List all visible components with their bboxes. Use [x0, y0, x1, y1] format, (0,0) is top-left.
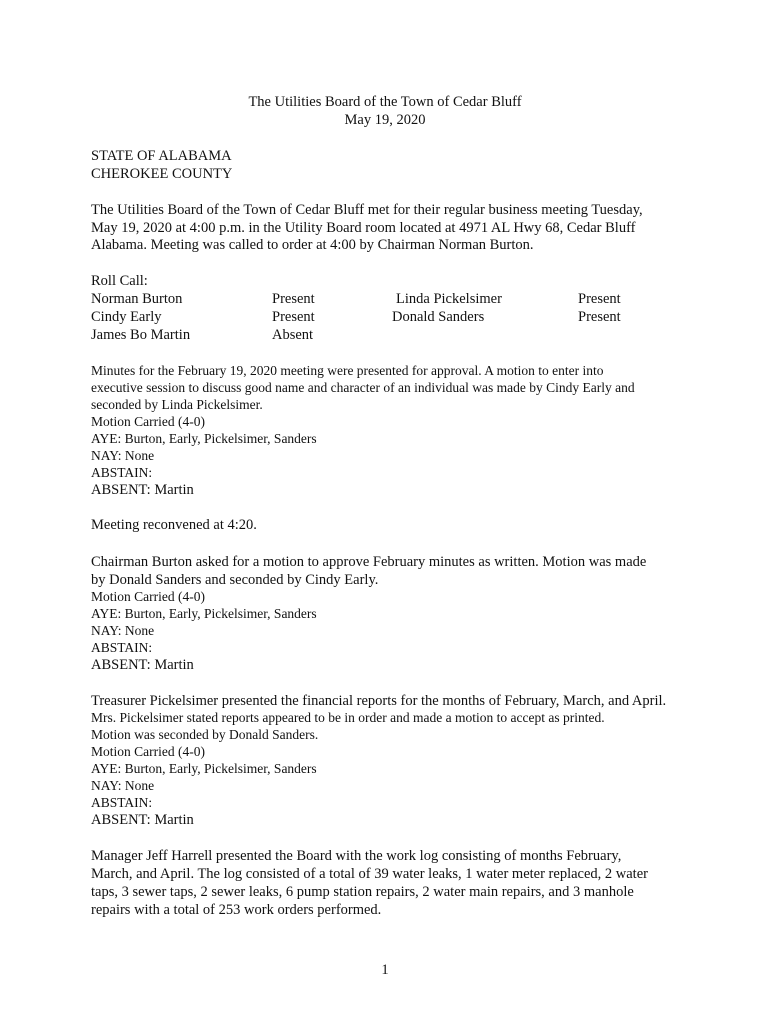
minutes-line: March, and April. The log consisted of a total of 39 water leaks, 1 water meter replaced, 2 water — [91, 866, 648, 882]
minutes-line: taps, 3 sewer taps, 2 sewer leaks, 6 pump station repairs, 2 water main repairs, and 3 manhole — [91, 884, 634, 900]
vote-aye: AYE: Burton, Early, Pickelsimer, Sanders — [91, 431, 317, 446]
roll-call-status: Present — [272, 291, 315, 307]
intro-line: The Utilities Board of the Town of Cedar Bluff met for their regular business meeting Tuesday, — [91, 202, 643, 218]
roll-call-name: Norman Burton — [91, 291, 183, 307]
roll-call-name: Cindy Early — [91, 309, 162, 325]
vote-absent: ABSENT: Martin — [91, 482, 194, 498]
vote-absent: ABSENT: Martin — [91, 657, 194, 673]
minutes-line: Chairman Burton asked for a motion to approve February minutes as written. Motion was made — [91, 554, 647, 570]
roll-call-name: Donald Sanders — [392, 309, 485, 325]
minutes-line: seconded by Linda Pickelsimer. — [91, 397, 263, 412]
minutes-line: Manager Jeff Harrell presented the Board with the work log consisting of months February, — [91, 848, 622, 864]
roll-call-name: James Bo Martin — [91, 327, 191, 343]
minutes-line: Motion was seconded by Donald Sanders. — [91, 727, 319, 742]
minutes-line: executive session to discuss good name and character of an individual was made by Cindy Early and — [91, 380, 635, 395]
roll-call-status: Absent — [272, 327, 314, 343]
document-date: May 19, 2020 — [344, 112, 426, 128]
minutes-line: repairs with a total of 253 work orders performed. — [91, 902, 382, 918]
roll-call-status: Present — [578, 291, 621, 307]
intro-line: May 19, 2020 at 4:00 p.m. in the Utility Board room located at 4971 AL Hwy 68, Cedar Bluff — [91, 220, 636, 236]
reconvened-line: Meeting reconvened at 4:20. — [91, 517, 257, 533]
roll-call-name: Linda Pickelsimer — [396, 291, 502, 307]
minutes-line: Treasurer Pickelsimer presented the financial reports for the months of February, March, and April. — [91, 693, 667, 709]
vote-aye: AYE: Burton, Early, Pickelsimer, Sanders — [91, 761, 317, 776]
vote-abstain: ABSTAIN: — [91, 465, 153, 480]
vote-nay: NAY: None — [91, 448, 155, 463]
county-line: CHEROKEE COUNTY — [91, 166, 233, 182]
motion-result: Motion Carried (4-0) — [91, 744, 205, 759]
motion-result: Motion Carried (4-0) — [91, 589, 205, 604]
vote-abstain: ABSTAIN: — [91, 795, 153, 810]
page-number: 1 — [381, 962, 389, 978]
vote-absent: ABSENT: Martin — [91, 812, 194, 828]
minutes-line: Minutes for the February 19, 2020 meeting were presented for approval. A motion to enter into — [91, 363, 604, 378]
vote-abstain: ABSTAIN: — [91, 640, 153, 655]
minutes-line: Mrs. Pickelsimer stated reports appeared to be in order and made a motion to accept as printed. — [91, 710, 605, 725]
motion-result: Motion Carried (4-0) — [91, 414, 205, 429]
document-title: The Utilities Board of the Town of Cedar Bluff — [248, 94, 522, 110]
vote-nay: NAY: None — [91, 778, 155, 793]
vote-nay: NAY: None — [91, 623, 155, 638]
state-line: STATE OF ALABAMA — [91, 148, 232, 164]
roll-call-label: Roll Call: — [91, 273, 148, 289]
roll-call-status: Present — [272, 309, 315, 325]
minutes-line: by Donald Sanders and seconded by Cindy Early. — [91, 572, 379, 588]
vote-aye: AYE: Burton, Early, Pickelsimer, Sanders — [91, 606, 317, 621]
intro-line: Alabama. Meeting was called to order at 4:00 by Chairman Norman Burton. — [91, 237, 534, 253]
roll-call-status: Present — [578, 309, 621, 325]
